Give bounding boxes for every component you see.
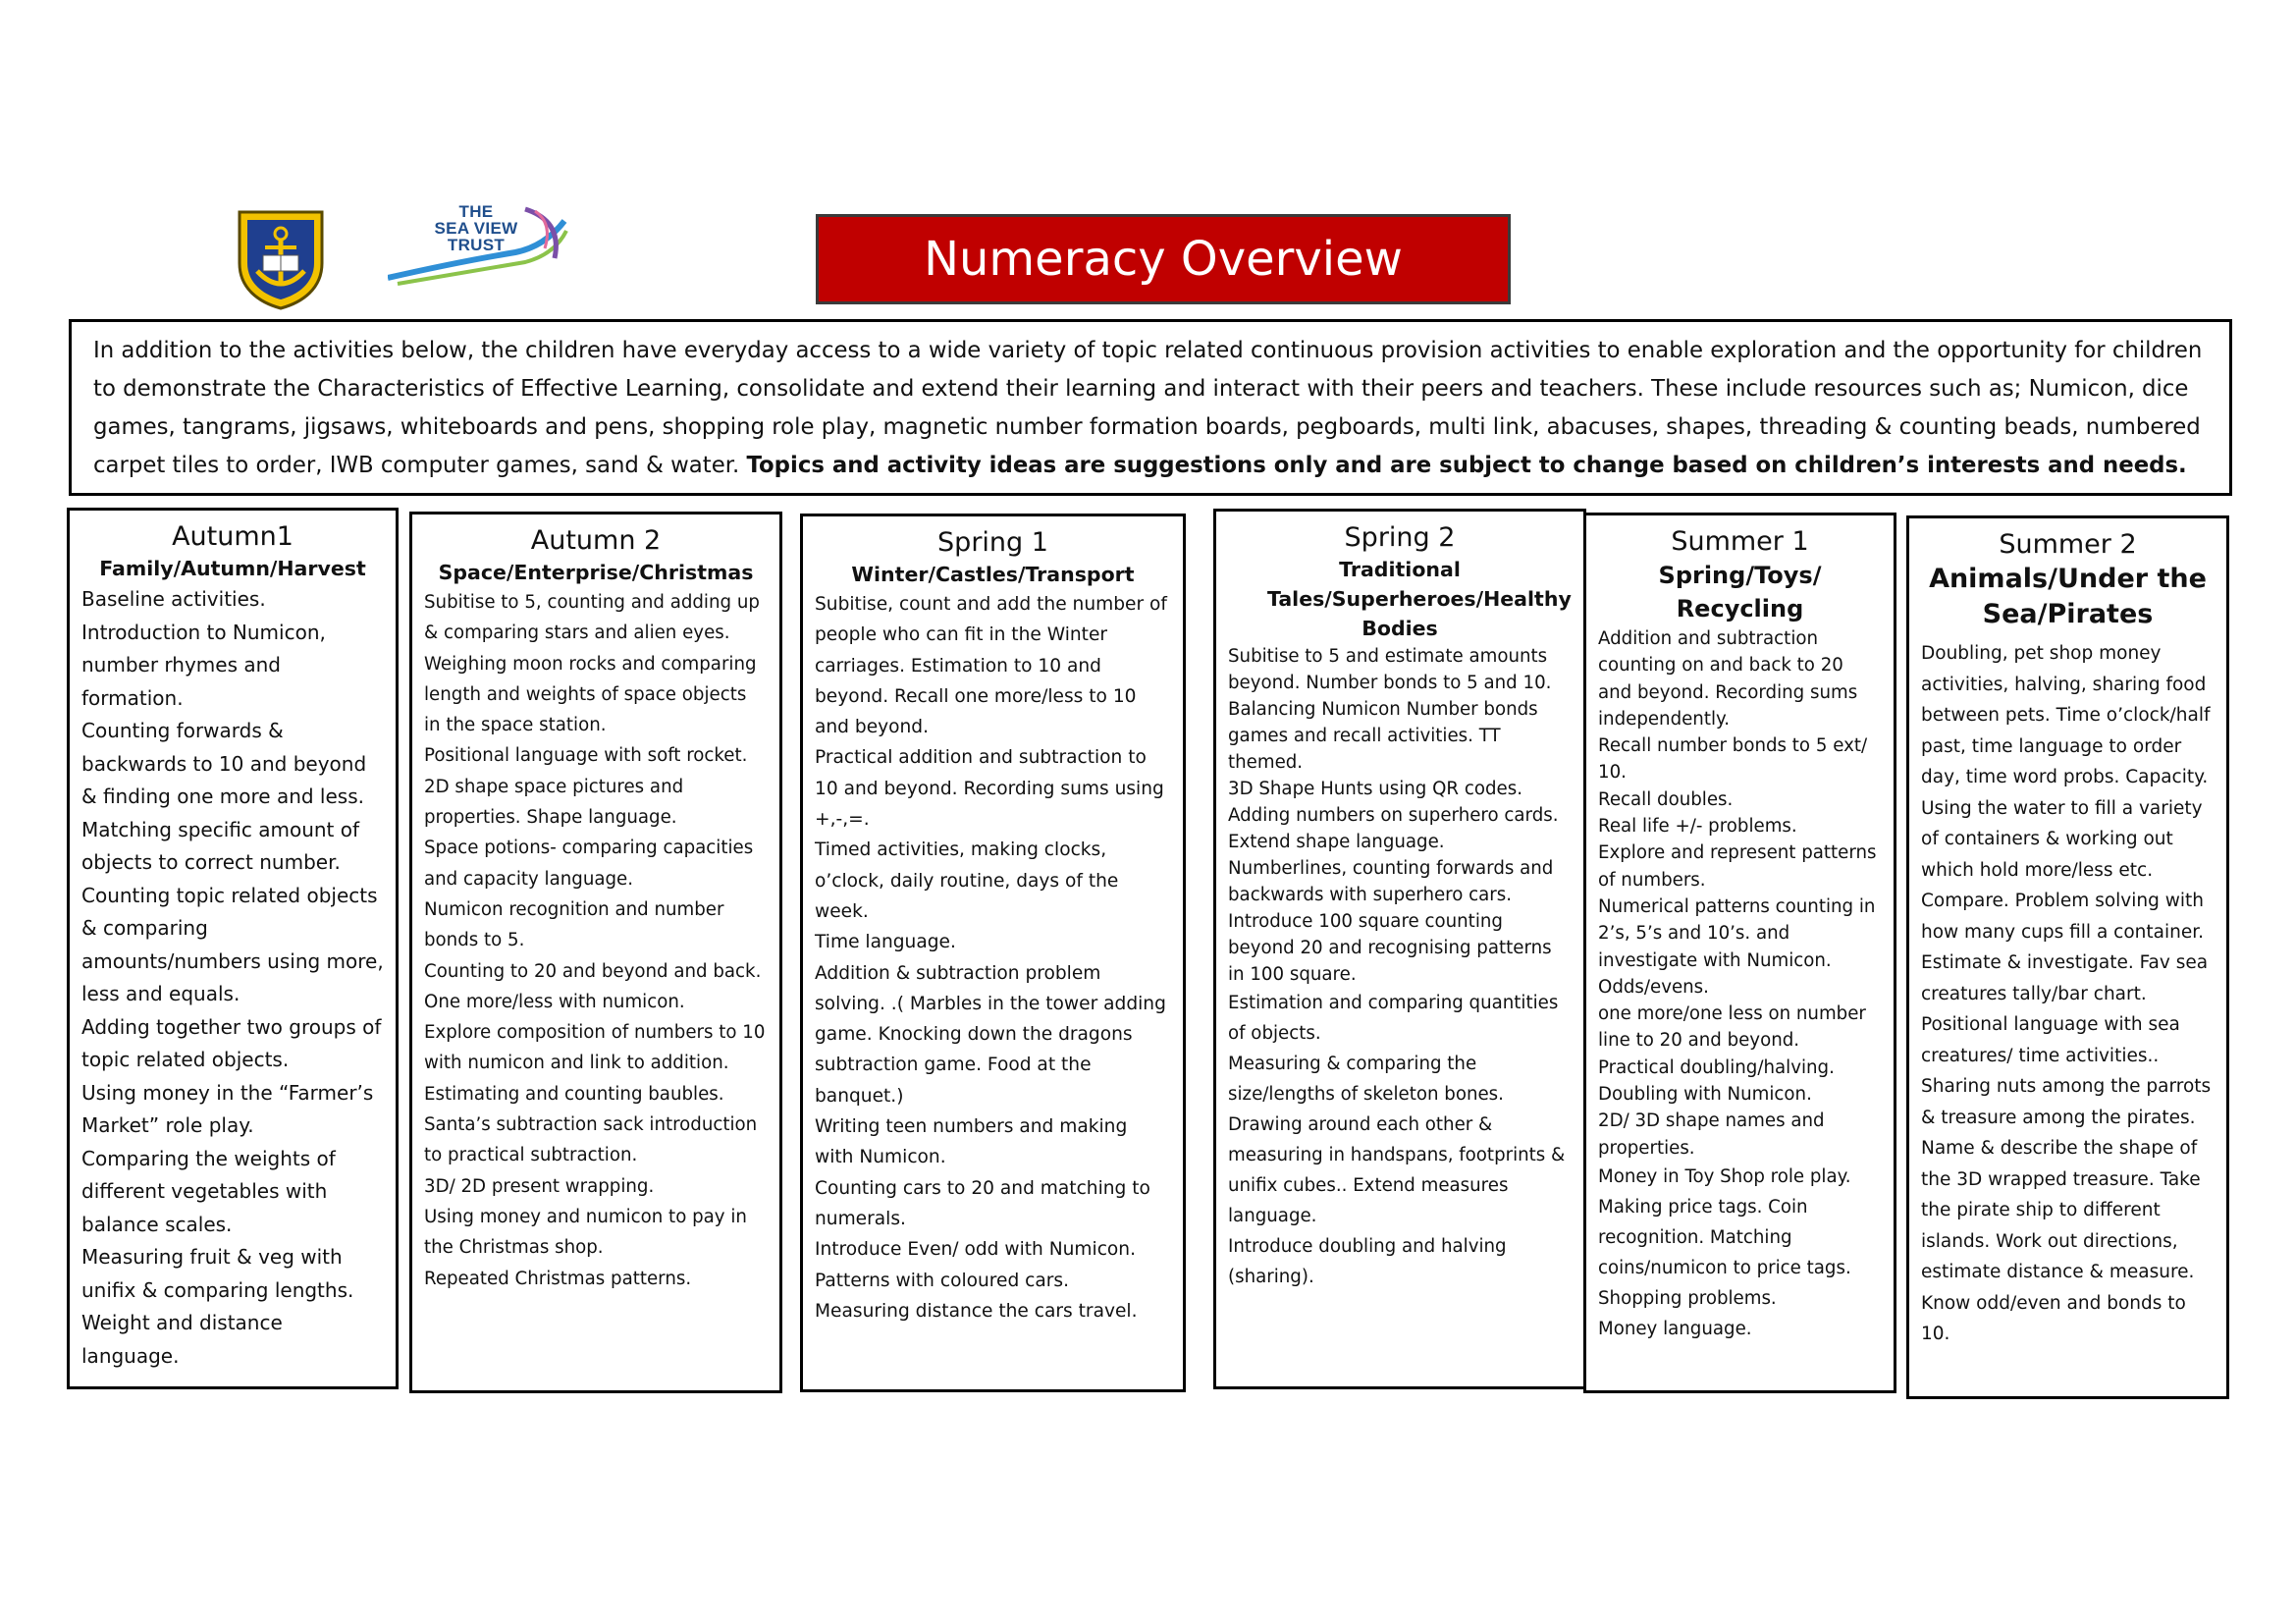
activity-item: 2D shape space pictures and properties. Shape language.	[424, 776, 684, 829]
activity-item: Counting topic related objects & comparing amounts/numbers using more, less and equals.	[81, 883, 384, 1005]
activity-item: Measuring fruit & veg with unifix & comparing lengths.	[81, 1245, 354, 1302]
activity-item: Introduce Even/ odd with Numicon.	[815, 1239, 1136, 1261]
intro-text: In addition to the activities below, the children have everyday access to a wide variety of topic related continuous provision activities to enable exploration and the opportunity for children to demonstrate the Characteristics of Effective Learning, consolidate and extend their learning and interact with their peers and teachers. These include resources such as; Numicon, dice games, tangrams, jigsaws, whiteboards and pens, shopping role play, magnetic number formation boards, pegboards, multi link, abacuses, shapes, threading & counting beads, numbered carpet tiles to order, IWB computer games, sand & water.	[93, 338, 2203, 478]
title-banner	[816, 214, 1511, 304]
term-topic: Winter/Castles/Transport	[851, 563, 1135, 586]
activity-item: Counting cars to 20 and matching to numerals.	[815, 1177, 1150, 1229]
term-topic: Spring/Toys/ Recycling	[1658, 562, 1822, 623]
activity-item: Balancing Numicon Number bonds games and recall activities. TT themed.	[1228, 699, 1538, 773]
trust-logo-line: TRUST	[447, 236, 506, 254]
term-topic: Family/Autumn/Harvest	[99, 557, 366, 580]
activity-item: Adding numbers on superhero cards. Extend shape language.	[1228, 805, 1559, 852]
term-heading: Autumn1	[172, 521, 294, 552]
term-heading: Summer 2	[1999, 529, 2137, 560]
school-crest-logo	[234, 206, 328, 310]
activity-item: Numberlines, counting forwards and backwards with superhero cars.	[1228, 858, 1554, 905]
term-topic: Space/Enterprise/Christmas	[438, 561, 754, 584]
activity-item: Adding together two groups of topic related objects.	[81, 1014, 382, 1071]
trust-logo-line: THE	[458, 202, 494, 221]
term-topic: Animals/Under the Sea/Pirates	[1929, 564, 2207, 629]
activity-item: Addition & subtraction problem solving. .( Marbles in the tower adding game. Knocking down the dragons subtraction game. Food at the banquet.)	[815, 962, 1166, 1107]
term-heading: Summer 1	[1671, 526, 1809, 557]
activity-item: one more/one less on number line to 20 and beyond.	[1598, 1003, 1866, 1052]
term-column-autumn2	[409, 512, 782, 1393]
activity-item: Weight and distance language.	[81, 1311, 283, 1368]
activity-item: Counting forwards & backwards to 10 and beyond & finding one more and less.	[81, 719, 367, 808]
activity-item: Numerical patterns counting in 2’s, 5’s and 10’s. and investigate with Numicon.	[1598, 895, 1876, 971]
term-column-summer1	[1583, 513, 1896, 1393]
activity-item: Practical doubling/halving.	[1598, 1056, 1835, 1078]
term-column-spring2	[1213, 509, 1586, 1389]
activity-item: Patterns with coloured cars.	[815, 1270, 1070, 1291]
activity-item: Baseline activities.	[81, 587, 266, 611]
activity-item: Comparing the weights of different vegetables with balance scales.	[81, 1146, 336, 1236]
activity-item: Subitise to 5 and estimate amounts beyond. Number bonds to 5 and 10.	[1228, 646, 1552, 693]
activity-item: Space potions- comparing capacities and capacity language.	[424, 838, 754, 890]
activity-item: Repeated Christmas patterns.	[424, 1268, 692, 1289]
activity-item: Introduce doubling and halving (sharing).	[1228, 1236, 1507, 1287]
activity-item: 2D/ 3D shape names and properties.	[1598, 1110, 1825, 1159]
activity-item: 3D/ 2D present wrapping.	[424, 1175, 655, 1197]
activity-item: Explore composition of numbers to 10 with numicon and link to addition.	[424, 1022, 766, 1074]
activity-item: 3D Shape Hunts using QR codes.	[1228, 779, 1522, 799]
activity-item: Drawing around each other & measuring in handspans, footprints & unifix cubes.. Extend measures language.	[1228, 1114, 1566, 1226]
term-column-summer2	[1906, 515, 2229, 1399]
trust-logo-line: SEA VIEW	[434, 219, 518, 238]
activity-item: Using money in the “Farmer’s Market” role play.	[81, 1080, 374, 1137]
activity-item: Timed activities, making clocks, o’clock, daily routine, days of the week.	[815, 839, 1119, 922]
activity-item: Writing teen numbers and making with Numicon.	[815, 1116, 1128, 1168]
activity-item: Making price tags. Coin recognition. Matching coins/numicon to price tags.	[1598, 1196, 1851, 1278]
activity-item: Subitise, count and add the number of people who can fit in the Winter carriages. Estimation to 10 and beyond. Recall one more/less to 10 and beyond.	[815, 594, 1167, 738]
term-column-spring1	[800, 514, 1186, 1392]
activity-item: One more/less with numicon.	[424, 991, 685, 1012]
activity-item: Time language.	[815, 932, 956, 953]
activity-item: Explore and represent patterns of numbers.	[1598, 842, 1877, 891]
activity-item: Counting to 20 and beyond and back.	[424, 960, 762, 982]
trust-logo-text	[407, 203, 545, 253]
activity-item: Positional language with soft rocket.	[424, 745, 748, 767]
page-title: Numeracy Overview	[924, 232, 1403, 287]
activity-item: Introduce 100 square counting beyond 20 and recognising patterns in 100 square.	[1228, 911, 1552, 985]
activity-item: Santa’s subtraction sack introduction to practical subtraction.	[424, 1114, 758, 1166]
activity-item: Doubling with Numicon.	[1598, 1084, 1812, 1106]
activity-item: Weighing moon rocks and comparing length and weights of space objects in the space station.	[424, 653, 757, 736]
activity-item: Shopping problems.	[1598, 1287, 1777, 1309]
term-topic: Traditional Tales/Superheroes/Healthy Bodies	[1267, 558, 1572, 640]
activity-item: Numicon recognition and number bonds to 5.	[424, 898, 724, 951]
term-heading: Spring 2	[1344, 522, 1456, 553]
activity-item: Recall doubles.	[1598, 788, 1734, 810]
activity-item: Introduction to Numicon, number rhymes and formation.	[81, 620, 326, 710]
activity-item: Using money and numicon to pay in the Christmas shop.	[424, 1206, 747, 1259]
activity-item: Recall number bonds to 5 ext/ 10.	[1598, 735, 1868, 784]
activity-item: Estimation and comparing quantities of objects.	[1228, 993, 1559, 1044]
activity-item: Real life +/- problems.	[1598, 816, 1797, 838]
activity-item: Subitise to 5, counting and adding up & comparing stars and alien eyes.	[424, 592, 760, 644]
term-heading: Spring 1	[937, 527, 1048, 558]
activity-item: Measuring & comparing the size/lengths of skeleton bones.	[1228, 1054, 1504, 1105]
activity-item: Doubling, pet shop money activities, halving, sharing food between pets. Time o’clock/half past, time language to order day, time word probs. Capacity. Using the water to fill a variety of containers & working out which hold more/less etc. Compare. Problem solving with how many cups fill a container. Estimate & investigate. Fav sea creatures tally/bar chart. Positional language with sea creatures/ time activities.. Sharing nuts among the parrots & treasure among the pirates. Name & describe the shape of the 3D wrapped treasure. Take the pirate ship to different islands. Work out directions, estimate distance & measure. Know odd/even and bonds to 10.	[1921, 643, 2212, 1344]
activity-item: Measuring distance the cars travel.	[815, 1300, 1138, 1322]
activity-item: Money language.	[1598, 1318, 1752, 1339]
term-heading: Autumn 2	[530, 525, 662, 556]
term-column-autumn1	[67, 508, 399, 1389]
activity-item: Odds/evens.	[1598, 976, 1709, 998]
activity-item: Money in Toy Shop role play.	[1598, 1165, 1851, 1187]
intro-box	[69, 319, 2232, 496]
activity-item: Matching specific amount of objects to correct number.	[81, 817, 360, 874]
activity-item: Practical addition and subtraction to 10 and beyond. Recording sums using +,-,=.	[815, 747, 1164, 831]
activity-item: Addition and subtraction counting on and back to 20 and beyond. Recording sums independently.	[1598, 628, 1858, 730]
sea-view-trust-logo	[388, 201, 569, 290]
intro-bold-note: Topics and activity ideas are suggestions only and are subject to change based on children’s interests and needs.	[746, 453, 2187, 478]
activity-item: Estimating and counting baubles.	[424, 1083, 724, 1105]
